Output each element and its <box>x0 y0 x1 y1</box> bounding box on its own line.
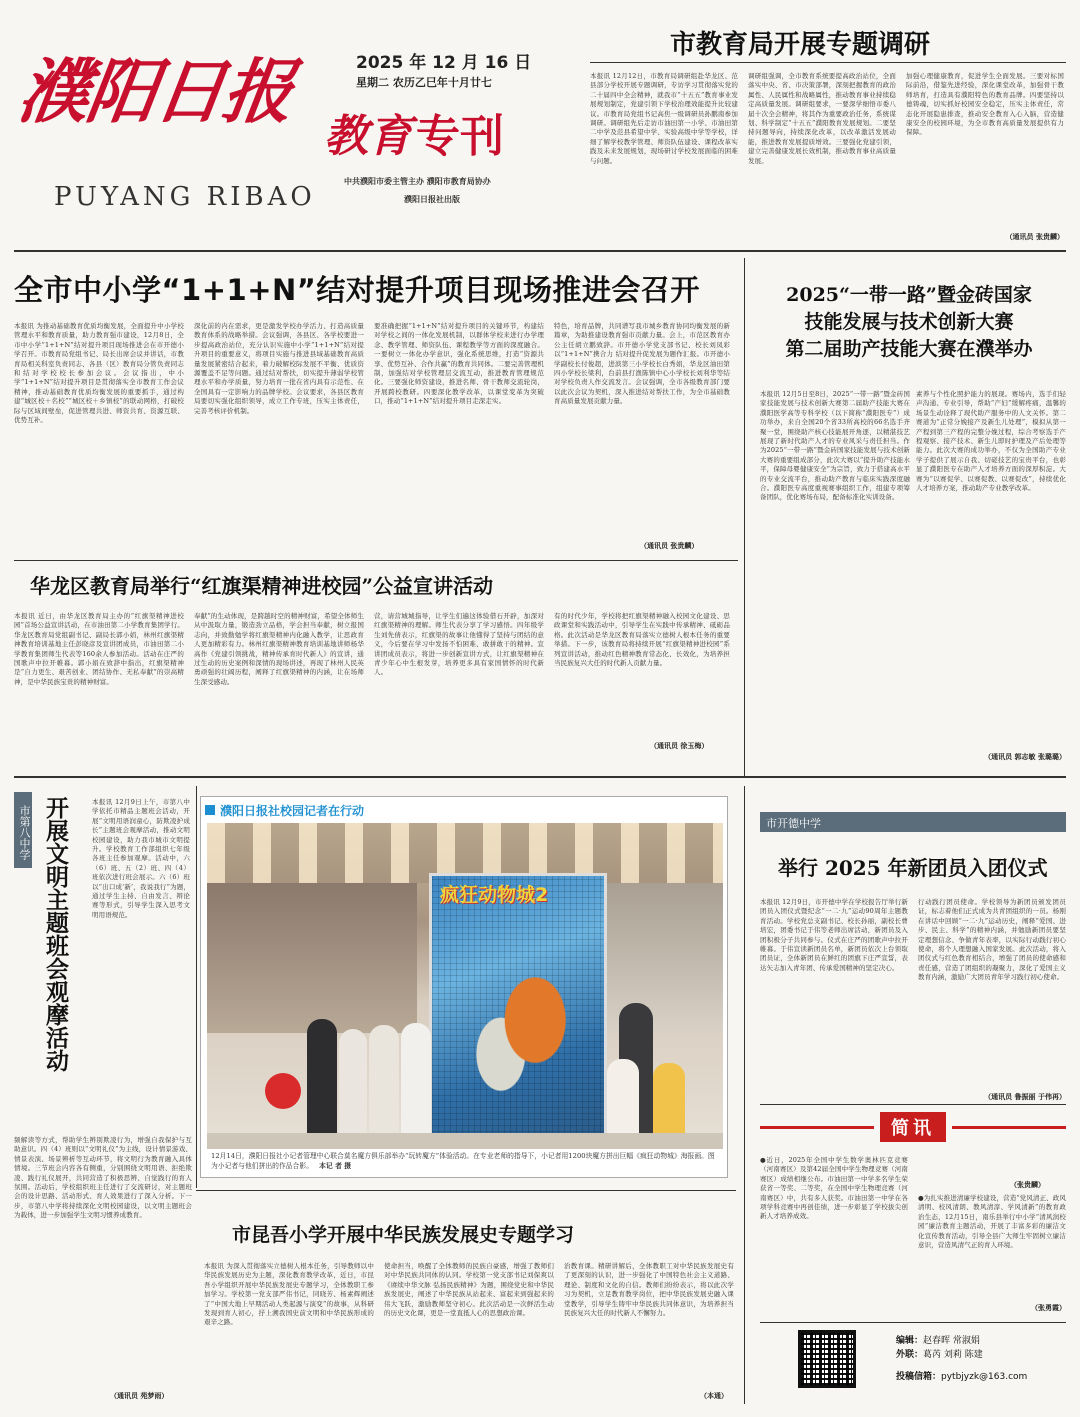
article-belt-title-line1: 2025“一带一路”暨金砖国家 <box>786 284 1032 306</box>
article-hualong-title: 华龙区教育局举行“红旗渠精神进校园”公益宣讲活动 <box>30 574 494 598</box>
footer-email <box>896 1370 1066 1384</box>
masthead <box>14 14 574 234</box>
article-belt-byline: （通讯员 郭志敏 张璐璐） <box>984 752 1066 761</box>
column-divider <box>744 258 745 776</box>
article-survey-title: 市教育局开展专题调研 <box>670 30 931 60</box>
event-photo <box>207 823 723 1149</box>
article-belt-title-line2: 技能发展与技术创新大赛 <box>804 311 1014 333</box>
article-main-title: 全市中小学“1+1+N”结对提升项目现场推进会召开 <box>14 273 700 307</box>
brief-heading-box <box>880 1112 946 1142</box>
rubik-mosaic <box>429 873 607 1141</box>
footer-proof-label: 外联： <box>896 1350 924 1360</box>
photo-banner <box>205 801 364 819</box>
article-wusheng-col2: 使命担当，唤醒了全体教师的民族自豪感，增强了教师们对中华民族共同体的认同。学校第一党支部书记刘保爽以《赓续中华文脉 弘扬民族精神》为题，围绕党史和中华民族发展史，阐述了中华民族从站起来、富起来到强起来的伟大飞跃，激励教师坚守初心。此次活动是一次鲜活生动的历史文化课，更是一堂直抵人心的思想政治课。 <box>384 1262 554 1318</box>
article-belt-col1: 本报讯 12月5日至8日，2025“一带一路”暨金砖国家技能发展与技术创新大赛第二届助产技能大赛在濮阳医学高等专科学校（以下简称“濮阳医专”）成功举办，来自全国20个省33所高校的66名选手齐聚一堂，围绕助产核心技能展开角逐，以精湛技艺展现了新时代助产人才的专业风采与责任担当。作为2025“一带一路”暨金砖国家技能发展与技术创新大赛的重要组成部分，此次大赛以“提升助产技能水平，保障母婴健康安全”为宗旨，致力于搭建高水平的专业交流平台，推动助产教育与临床实践深度融合。濮阳医专高度重视赛事组织工作，组建专项筹备团队，优化赛场布局，配备标准化实训设备。 <box>760 390 910 502</box>
article-wusheng-title: 市昆吾小学开展中华民族发展史专题学习 <box>232 1224 575 1246</box>
footer-editor <box>896 1334 1066 1348</box>
qr-code[interactable] <box>798 1330 856 1388</box>
article-kaide-col2: 行动践行团员使命。学校领导为新团员颁发团员证，标志着他们正式成为共青团组织的一员。杨刚在讲话中回顾“一二·九”运动历史，阐释“爱国、进步、民主、科学”的精神内涵，并勉励新团员要坚定理想信念、争做青年表率，以实际行动践行初心使命，将个人理想融入国家发展。此次活动，将入团仪式与红色教育相结合，增强了团员的使命感和责任感，营造了团组织的凝聚力，深化了爱国主义教育内涵，激励广大团员青年学习践行初心使命。 <box>918 898 1066 982</box>
article-belt-title <box>752 282 1066 363</box>
floor <box>207 1133 723 1149</box>
sponsor-line: 中共濮阳市委主管主办 濮阳市教育局协办 <box>344 176 491 186</box>
brief-heading-rule-left <box>760 1126 874 1129</box>
brief-item-2-byline: （张勇霞） <box>1031 1303 1066 1312</box>
article-hualong-byline: （通讯员 徐玉梅） <box>650 741 709 750</box>
article-no8-title: 开展文明主题班会观摩活动 <box>42 796 68 1072</box>
brief-item-2: ●为扎实推进清廉学校建设，营造“党风清正、政风清明、校风清朗、教风清淳、学风清新”的教育政治生态，12月15日，南乐县举行中小学“清风润校园”廉洁教育主题活动，开展了丰富多彩的廉洁文化宣传教育活动，引导全县广大师生牢固树立廉洁意识，营造风清气正的育人环境。 <box>918 1194 1066 1250</box>
child-figure <box>339 1029 367 1149</box>
article-main-col2: 深化前的内在需求，更是激发学校办学活力、打造高质量教育体系的战略举措。会议强调，各县区、各学校要进一步提高政治站位，充分认识实施中小学“1+1+N”结对提升项目的重要意义，将项目实施与推进县域基础教育高质量发展紧密结合起来，着力破解校际发展不平衡、优质资源覆盖不足等问题。通过结对帮扶，切实提升薄弱学校管理水平和办学质量，努力培育一批在省内具有示范性、在全国具有一定影响力的品牌学校。会议要求，各县区教育局要切实强化组织领导，成立工作专班，压实主体责任，完善考核评价机制。 <box>194 322 364 415</box>
article-main-col3: 要准确把握“1+1+N”结对提升项目的关键环节，构建结对学校之间的一体化发展机制，以群体学校来进行办学理念、教学管理、师资队伍、课程教学等方面的深度融合。一要树立一体化办学意识，强化系统思维，打造“资源共享、优势互补、合作共赢”的教育共同体。二要完善管理机制，加强结对学校管理层交流互动，推进教育管理规范化。三要强化师资建设，推进名师、骨干教师交流轮岗，开展跨校教研。四要深化教学改革，以课堂变革为突破口，推动“1+1+N”结对提升项目走深走实。 <box>374 322 544 406</box>
footer-credits <box>896 1334 1066 1384</box>
column-divider <box>196 786 197 1188</box>
divider <box>760 1322 1066 1323</box>
article-hualong-col1: 本报讯 近日，由华龙区教育局主办的“红旗渠精神进校园”首场公益宣讲活动，在市油田第二小学教育集团学行。华龙区教育局党组副书记、副局长郭小娟，林州红旗渠精神教育培训基地主任彭晓彦及宣讲团成员，市油田第二小学教育集团师生代表等160余人参加活动。活动在庄严的国歌声中拉开帷幕。郭小娟在致辞中指出，红旗渠精神是“自力更生、艰苦创业、团结协作、无私奉献”的崇高精神，是中华民族宝贵的精神财富。 <box>14 612 184 686</box>
article-wusheng-byline: （本通） <box>700 1391 728 1400</box>
divider <box>14 560 738 561</box>
article-wusheng-col1: 本报讯 为深入贯彻落实立德树人根本任务，引导教师以中华民族发展历史为主题，深化教育教学改革，近日，市昆吾小学组织开展中华民族发展史专题学习，全体教职工参加学习。学校第一党支部严伟书记，同晓芳、杨素辉阐述了“中国大地上早期活动人类起源与演变”的故事，从科研发现到育人初心，抒上溯我国史前文明和中华民族形成的艰辛之路。 <box>204 1262 374 1327</box>
edition-title <box>324 100 504 164</box>
divider <box>760 1104 1066 1105</box>
masthead-logo: 濮阳日报 <box>13 50 298 133</box>
weekday-line: 星期二 农历乙巳年十月廿七 <box>356 76 492 89</box>
footer-email-address[interactable]: pytbjyzk@163.com <box>941 1372 1028 1382</box>
footer-proof <box>896 1348 1066 1362</box>
footer-editor-names: 赵春晖 常淑娟 <box>923 1336 980 1346</box>
article-survey-col3: 加强心理健康教育，促进学生全面发展。三要对标国际前沿，借鉴先进经验，深化课堂改革，加强骨干教师培育，打造具有濮阳特色的教育品牌。四要坚持以德铸魂，切实抓好校园安全稳定，压实主体责任，常态化开展隐患排查，推动安全教育入心入脑，营造健康安全的校园环境，为全市教育高质量发展提供有力保障。 <box>906 72 1064 137</box>
article-no8-col-top: 本报讯 12月9日上午，市第八中学依托市精品主题班会活动，开展“文明用语润童心，防欺凌护成长”主题班会观摩活动，推动文明校园建设，助力我市城市文明提升。学校教育工作部组织七年级各班主任参加观摩。活动中，六（6）班、五（2）班、四（4）班依次进行班会展示。六（6）班以“出口成‘新’，我说我行”为题，通过学生主持、自由发言、辩论赛等形式，引导学生深入思考文明用语规范。 <box>92 798 190 919</box>
article-kaide-byline: （通讯员 鲁振丽 于伟再） <box>984 1092 1066 1101</box>
brief-item-1: ●近日，2025年全国中学生数学奥林匹克竞赛（河南赛区）及第42届全国中学生物理竞赛（河南赛区）成绩相继公布。市油田第一中学多名学生荣获省一等奖、二等奖，在全国中学生物理竞赛（河南赛区）中，共有多人获奖。市油田第一中学在各项学科竞赛中再创佳绩，进一步彰显了学校拔尖创新人才培养成效。 <box>760 1156 908 1221</box>
mosaic-title: 疯狂动物城2 <box>440 884 549 906</box>
article-wusheng-col3: 治教育课。精研讲解后，全体教职工对中华民族发展史有了更深刻的认识，进一步强化了中国特色社会主义道路、理论、制度和文化的自信。教师们纷纷表示，将以此次学习为契机，立足教育教学岗位，把中华民族发展史融入课堂教学，引导学生铸牢中华民族共同体意识，为培养担当民族复兴大任的时代新人不懈努力。 <box>564 1262 734 1318</box>
article-main-col1: 本报讯 为推动基础教育优质均衡发展，全面提升中小学校管理水平和教育质量，助力教育强市建设，12月8日，全市中小学“1+1+N”结对提升项目现场推进会在市开德小学召开。市教育局党组书记、局长出席会议并讲话，市教育局相关科室负责同志、各县（区）教育局分管负责同志和结对学校校长参加会议。会议指出，中小学“1+1+N”结对提升项目是贯彻落实全市教育工作会议精神，推动基础教育优质均衡发展的重要抓手，通过构建“城区校＋名校”“城区校＋乡镇校”的联动网格，打破校际与区域间壁垒，促进管理共进、师资共育、资源互联、优势互补。 <box>14 322 184 425</box>
article-kaide-tag: 市开德中学 <box>760 812 1066 832</box>
article-no8-tag: 市第八中学 <box>14 792 32 868</box>
photo-banner-text: 濮阳日报社校园记者在行动 <box>220 803 365 818</box>
photo-caption <box>211 1151 719 1171</box>
publisher-line: 濮阳日报社出版 <box>404 194 460 204</box>
divider <box>196 1190 736 1191</box>
footer-editor-label: 编辑： <box>896 1336 924 1346</box>
article-belt-col2: 素养与个性化照护能力的展现。赛场内，选手们轻声沟通、专业引导，帮助“产妇”缓解疼痛，温馨的场景生动诠释了现代助产服务中的人文关怀。第二赛道为“正常分娩接产及新生儿处理”，模拟从第一产程到第三产程的完整分娩过程，综合考察选手产程观察、接产技术、新生儿即时护理及产后处理等能力。此次大赛的成功举办，不仅为全国助产专业学子提供了展示自我、切磋技艺的宝贵平台，也彰显了濮阳医专在助产人才培养方面的深厚积淀。大赛为“以赛促学、以赛促教、以赛促改”，持续优化人才培养方案，推动助产专业教学改革。 <box>916 390 1066 493</box>
child-figure <box>401 1023 431 1149</box>
divider <box>590 62 1066 63</box>
article-hualong-col4: 有的时代少年，学校将把红旗渠精神融入校园文化建设、思政课堂和实践活动中，引导学生在实践中传承精神、砥砺品格。此次活动是华龙区教育局落实立德树人根本任务的重要举措。下一步，该教育局将持续开展“红旗渠精神进校园”系列宣讲活动，推动红色精神教育常态化、长效化，为培养担当民族复兴大任的时代新人贡献力量。 <box>554 612 730 668</box>
article-kaide-col1: 本报讯 12月9日，市开德中学在学校报告厅举行新团员入团仪式暨纪念“一二·九”运动90周年主题教育活动。学校党总支副书记、校长孙丽，副校长曹培宏，团委书记于伟等老师出席活动，新团员及入团积极分子共同参与。仪式在庄严的团歌声中拉开帷幕。于伟宣读新团员名单，新团员依次上台领取团员证，全体新团员在鲜红的团旗下庄严宣誓，表达矢志加入青年团、传承爱国精神的坚定决心。 <box>760 898 908 972</box>
article-kaide-title: 举行 2025 年新团员入团仪式 <box>778 856 1048 880</box>
article-main-col4: 特色，培育品牌，共同谱写我市城乡教育协同均衡发展的新篇章，为助推建设教育强市贡献力量。会上，市范区教育办公主任胡立鹏致辞。市开德小学党支部书记、校长刘凤彩以“1+1+N”携合力 结对提升促发展为题作汇报。市开德小学副校长付俊超，进滨第三小学校长白秀娟，华龙区油田第四小学校长梁利，台前县打渔陈镇中心小学校长刘利华等结对学校负责人作交流发言。会议强调，全市各级教育部门要以此次会议为契机，深入推进结对帮扶工作，为全市基础教育高质量发展贡献力量。 <box>554 322 730 406</box>
child-figure <box>307 1019 337 1149</box>
brief-item-1-byline: （张贵麟） <box>1010 1180 1045 1189</box>
photo-credit: 本记 者 摄 <box>319 1162 352 1170</box>
article-no8-col-bottom: 频解读等方式，帮助学生辨别欺凌行为，增强自我保护与互助意识。四（4）班则以“文明礼仪”为主线，设计情景游戏、情景表演、场景辨析等互动环节，将文明行为教育融入具体情境。三节班会内容各有侧重，分别围绕文明用语、拒绝欺凌、践行礼仪展开，共同营造了积极思辨、自觉践行的育人氛围。活动后，学校组织班主任进行了交流研讨，对主题班会的设计思路、活动形式、育人效果进行了深入分析。下一步，市第八中学将持续深化文明校园建设，以文明主题班会为载体，进一步加强学生文明习惯养成教育。 <box>14 1136 192 1220</box>
shop-left <box>207 883 417 1033</box>
column-divider <box>744 786 745 1404</box>
brief-heading-rule-right <box>952 1126 1066 1129</box>
brief-heading-text: 简讯 <box>891 1118 935 1139</box>
article-survey <box>590 14 1066 246</box>
balloon <box>265 1073 301 1109</box>
footer-proof-names: 葛芮 刘莉 陈建 <box>923 1350 983 1360</box>
photo-block <box>200 796 728 1178</box>
edition-prefix: 教育 <box>324 111 412 162</box>
article-survey-byline: （通讯员 张贵麟） <box>1005 232 1064 241</box>
date-line: 2025 年 12 月 16 日 <box>356 53 532 73</box>
article-no8-byline: （通讯员 苑梦雨） <box>110 1391 169 1400</box>
article-belt-title-line3: 第二届助产技能大赛在濮举办 <box>785 338 1033 360</box>
divider <box>14 776 1066 778</box>
divider <box>14 250 1066 252</box>
masthead-pinyin: PUYANG RIBAO <box>54 182 316 212</box>
article-hualong-col3: 营，请营城城指导，让学生们遍这体验借石开辟，加深对红旗渠精神的理解。师生代表分享了学习感悟。四年级学生刘先倩表示，红旗渠的故事让他懂得了坚持与团结的意义，今后要在学习中发扬不怕困难、敢拼敢干的精神。宣讲团成员表示，将进一步创新宣讲方式，让红旗渠精神在青少年心中生根发芽，培养更多具有家国情怀的时代新人。 <box>374 612 544 677</box>
article-hualong-col2: 奉献”的生动体现，是跨越时空的精神财富，希望全体师生从中汲取力量，锻造劲立品格，学会担当奉献，树立报国志向，并致勤勉学将红旗渠精神内化融入教学，让思政育人更加精彩有力。林州红旗渠精神教育培训基地讲师杨华高作《党建引领挑战，精神传承育时代新人》的宣讲，通过生动的历史案例和深情的现场讲述，再现了林州人民英勇顽强的壮阔历程，阐释了红旗渠精神的内涵，让在场师生深受感动。 <box>194 612 364 686</box>
photo-caption-text: 12月14日，濮阳日报社小记者管理中心联合莫名魔方俱乐部举办“玩转魔方”体验活动。在专业老师的指导下，小记者用1200块魔方拼出巨幅《疯狂动物城》海报画。图为小记者与他们拼出的作品合影。 <box>211 1152 715 1170</box>
footer-email-label: 投稿信箱： <box>896 1372 942 1382</box>
edition-suffix: 专刊 <box>416 111 504 162</box>
article-survey-col2: 调研组强调，全市教育系统要提高政治站位，全面落实中央、省、市决策部署，深刻把握教育的政治属性、人民属性和战略属性，推动教育事业持续稳定高质量发展。调研组要求，一要深学细悟市委八届十次全会精神，将其作为重要政治任务，系统谋划、科学制定“十五五”濮阳教育发展规划。二要坚持问题导向，持续深化改革，以改革激活发展动能，推进教育发展提质增效。三要强化党建引领，建立完善健康发展长效机制，推动教育事业高质量发展。 <box>748 72 896 165</box>
article-main-byline: （通讯员 张贵麟） <box>640 541 699 550</box>
article-survey-col1: 本报讯 12月12日，市教育局调研组赴华龙区、范县部分学校开展专题调研，专访学习贯彻落实党的二十届四中全会精神，就我市“十五五”教育事业发展规划制定，党建引领下学校治理效能提升比较建议。市教育局党组书记高焦一级调研员孙鹏南参加调研。调研组先后走访市油田第一小学、市油田第二中学及范县希望中学、实验高级中学等学校，详细了解学校教学管理、师资队伍建设、课程改革实践及未来发展规划，现场研讨学校发展面临的困难与问题。 <box>590 72 738 165</box>
brief-heading <box>760 1110 1066 1144</box>
banner-square-icon <box>205 805 215 815</box>
child-figure <box>369 1025 399 1149</box>
